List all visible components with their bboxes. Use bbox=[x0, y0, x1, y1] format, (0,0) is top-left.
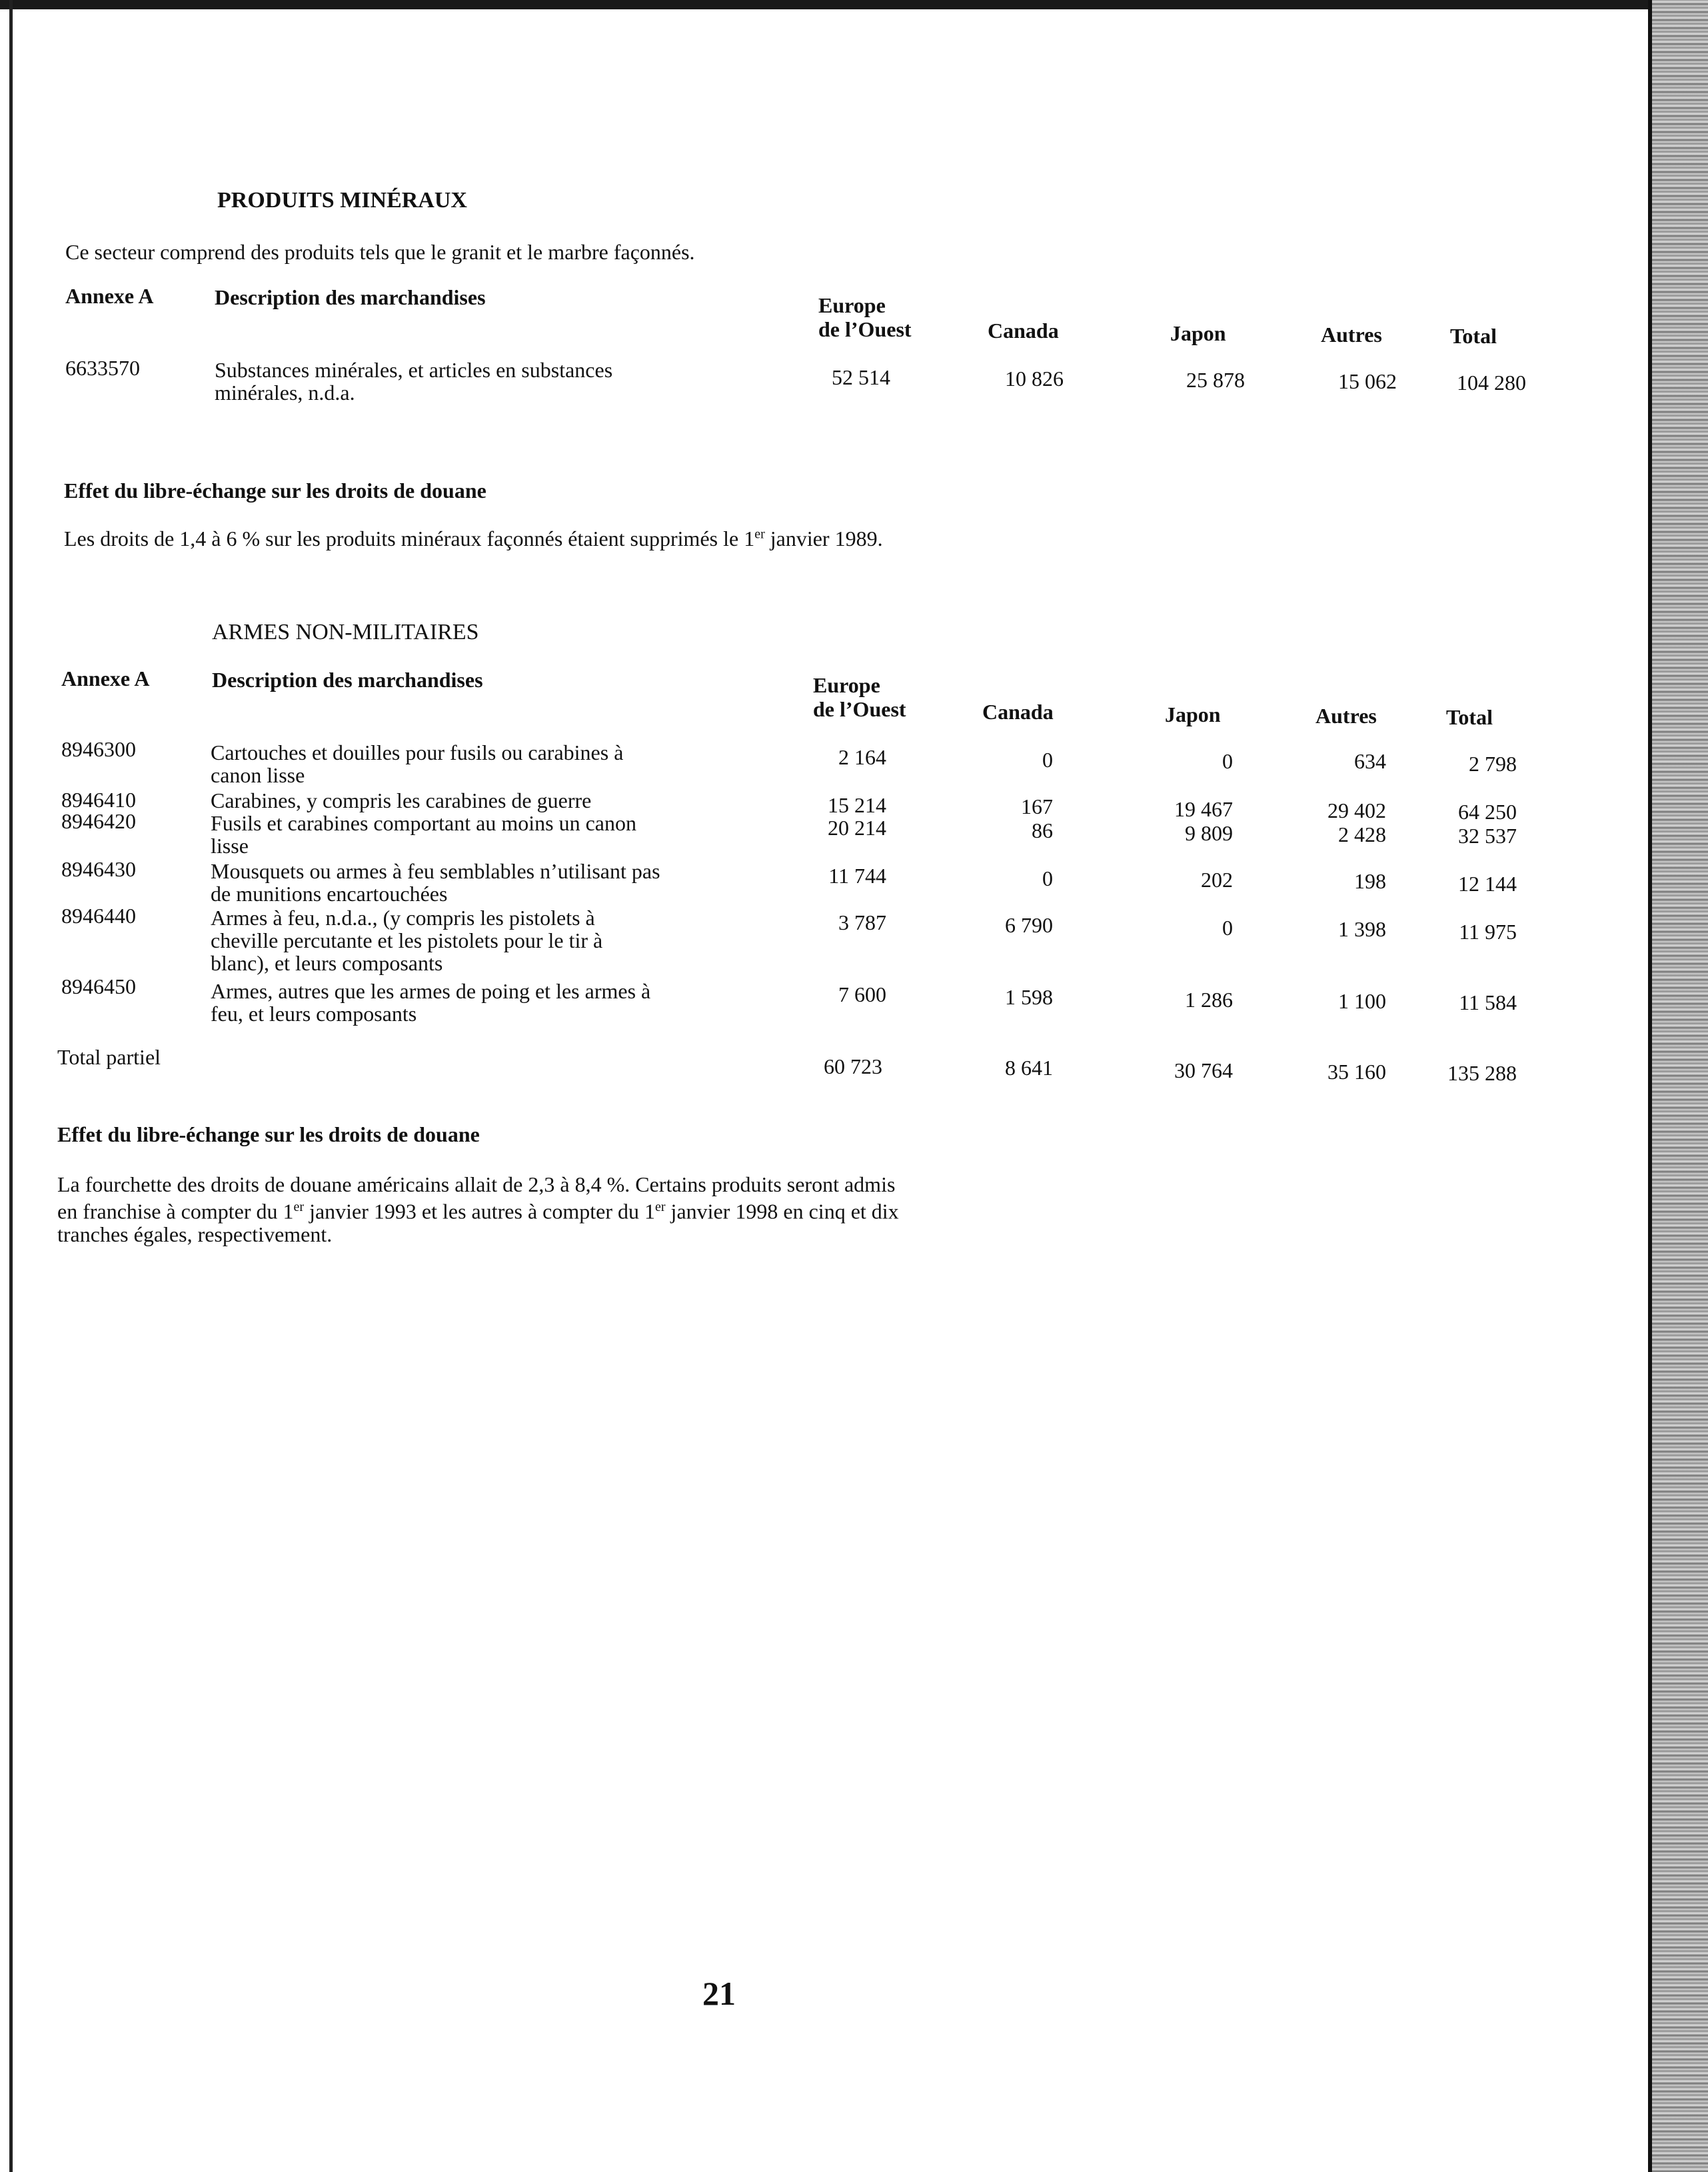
row-description: Fusils et carabines comportant au moins un canon lisse bbox=[211, 811, 636, 858]
cell-europe: 11 744 bbox=[828, 864, 886, 888]
cell-total: 11 584 bbox=[1459, 990, 1517, 1014]
row-code: 8946420 bbox=[61, 809, 136, 833]
row-description: Armes, autres que les armes de poing et les armes à feu, et leurs composants bbox=[211, 979, 651, 1026]
cell-autres: 29 402 bbox=[1327, 798, 1386, 822]
section-title-armes: ARMES NON-MILITAIRES bbox=[212, 620, 479, 644]
cell-canada: 0 bbox=[1042, 748, 1053, 772]
header-canada: Canada bbox=[988, 319, 1059, 343]
header-total: Total bbox=[1446, 705, 1493, 729]
cell-japon: 1 286 bbox=[1185, 988, 1233, 1012]
section-intro: Ce secteur comprend des produits tels que le granit et le marbre façonnés. bbox=[65, 240, 695, 264]
header-europe-line2: de l’Ouest bbox=[813, 697, 906, 721]
cell-japon: 30 764 bbox=[1174, 1058, 1233, 1082]
row-description: Mousquets ou armes à feu semblables n’utilisant pas de munitions encartouchées bbox=[211, 859, 660, 906]
effect-text-2: La fourchette des droits de douane américains allait de 2,3 à 8,4 %. Certains produits seront admis en franchise à compter du 1er janvier 1993 et les autres à compter du 1er janvier 1998 en cinq et dix tranches égales, respectivement. bbox=[57, 1172, 899, 1246]
header-autres: Autres bbox=[1321, 323, 1382, 347]
row-description: Armes à feu, n.d.a., (y compris les pistolets à cheville percutante et les pistolets pour le tir à blanc), et leurs composants bbox=[211, 906, 603, 975]
section-title-produits-mineraux: PRODUITS MINÉRAUX bbox=[217, 188, 467, 213]
cell-autres: 35 160 bbox=[1327, 1060, 1386, 1084]
cell-total: 2 798 bbox=[1469, 752, 1517, 776]
cell-canada: 167 bbox=[1021, 794, 1053, 818]
cell-europe: 60 723 bbox=[824, 1054, 882, 1078]
row-code: 8946300 bbox=[61, 737, 136, 761]
cell-canada: 8 641 bbox=[1005, 1056, 1053, 1080]
cell-total: 12 144 bbox=[1458, 872, 1517, 896]
cell-autres: 198 bbox=[1354, 869, 1386, 893]
cell-europe: 3 787 bbox=[838, 910, 886, 934]
row-description: Cartouches et douilles pour fusils ou carabines à canon lisse bbox=[211, 740, 624, 787]
cell-europe: 20 214 bbox=[828, 816, 886, 840]
header-description: Description des marchandises bbox=[212, 668, 483, 692]
header-japon: Japon bbox=[1165, 702, 1221, 726]
header-annexe: Annexe A bbox=[61, 666, 150, 690]
cell-japon: 0 bbox=[1222, 749, 1233, 773]
cell-autres: 15 062 bbox=[1338, 369, 1397, 393]
scan-right-edge bbox=[1652, 0, 1708, 2172]
header-total: Total bbox=[1450, 324, 1497, 348]
header-canada: Canada bbox=[982, 700, 1054, 724]
cell-japon: 9 809 bbox=[1185, 821, 1233, 845]
cell-canada: 0 bbox=[1042, 866, 1053, 890]
row-code: 8946440 bbox=[61, 904, 136, 928]
cell-canada: 6 790 bbox=[1005, 913, 1053, 937]
cell-japon: 19 467 bbox=[1174, 797, 1233, 821]
cell-japon: 202 bbox=[1201, 868, 1233, 892]
row-code: 8946450 bbox=[61, 974, 136, 998]
cell-europe: 15 214 bbox=[828, 793, 886, 817]
row-description: Substances minérales, et articles en substances minérales, n.d.a. bbox=[215, 358, 613, 405]
cell-japon: 0 bbox=[1222, 916, 1233, 940]
cell-canada: 10 826 bbox=[1005, 367, 1064, 391]
cell-total: 135 288 bbox=[1447, 1061, 1517, 1085]
effect-heading-2: Effet du libre-échange sur les droits de douane bbox=[57, 1122, 480, 1146]
cell-europe: 52 514 bbox=[832, 365, 890, 389]
scan-top-edge bbox=[0, 0, 1653, 9]
header-europe-line1: Europe bbox=[813, 673, 880, 697]
cell-japon: 25 878 bbox=[1186, 368, 1245, 392]
header-annexe: Annexe A bbox=[65, 284, 154, 308]
header-autres: Autres bbox=[1315, 704, 1377, 728]
row-code: 8946430 bbox=[61, 857, 136, 881]
cell-autres: 2 428 bbox=[1338, 822, 1386, 846]
cell-autres: 1 398 bbox=[1338, 917, 1386, 941]
header-europe-line1: Europe bbox=[818, 293, 886, 317]
cell-total: 32 537 bbox=[1458, 824, 1517, 848]
cell-canada: 1 598 bbox=[1005, 985, 1053, 1009]
page-number: 21 bbox=[702, 1975, 736, 2012]
header-description: Description des marchandises bbox=[215, 285, 486, 309]
cell-autres: 634 bbox=[1354, 749, 1386, 773]
cell-canada: 86 bbox=[1032, 818, 1053, 842]
cell-autres: 1 100 bbox=[1338, 989, 1386, 1013]
cell-total: 64 250 bbox=[1458, 800, 1517, 824]
row-code: 8946410 bbox=[61, 788, 136, 812]
cell-total: 11 975 bbox=[1459, 920, 1517, 944]
cell-total: 104 280 bbox=[1457, 371, 1526, 395]
scan-left-edge bbox=[9, 0, 13, 2172]
row-description: Carabines, y compris les carabines de guerre bbox=[211, 788, 592, 812]
subtotal-label: Total partiel bbox=[57, 1045, 161, 1069]
cell-europe: 7 600 bbox=[838, 982, 886, 1006]
effect-heading-1: Effet du libre-échange sur les droits de douane bbox=[64, 479, 486, 503]
row-code: 6633570 bbox=[65, 356, 140, 380]
cell-europe: 2 164 bbox=[838, 745, 886, 769]
header-europe-line2: de l’Ouest bbox=[818, 317, 912, 341]
header-japon: Japon bbox=[1170, 321, 1226, 345]
effect-text-1: Les droits de 1,4 à 6 % sur les produits minéraux façonnés étaient supprimés le 1er janvier 1989. bbox=[64, 527, 883, 550]
